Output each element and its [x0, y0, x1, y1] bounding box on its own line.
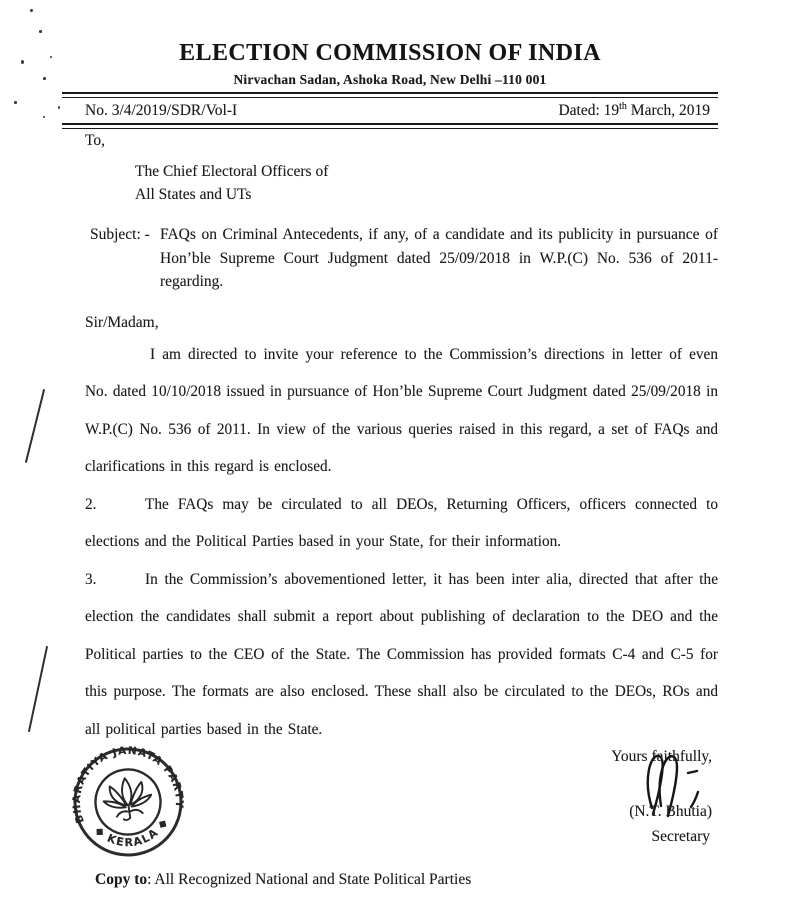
reference-number: No. 3/4/2019/SDR/Vol-I	[85, 102, 238, 119]
subject-row	[62, 223, 718, 294]
org-title: ELECTION COMMISSION OF INDIA	[179, 40, 601, 66]
header-rule-bottom	[62, 123, 718, 129]
party-stamp	[62, 736, 193, 867]
salutation: Sir/Madam,	[85, 313, 159, 331]
date-prefix: Dated: 19	[558, 102, 620, 119]
scan-speckle	[30, 9, 33, 12]
scan-speckle	[39, 30, 42, 33]
paragraph-number: 3.	[85, 570, 97, 588]
paragraph-2	[62, 486, 718, 561]
date-ordinal-suffix: th	[619, 100, 627, 112]
closing-line: Yours faithfully,	[611, 748, 712, 765]
signatory-name: (N.T. Bhutia)	[629, 803, 712, 820]
subject-label: Subject: -	[90, 226, 150, 243]
paragraph-1: I am directed to invite your reference to the Commission’s directions in letter of even No. dated 10/10/2018 issued in pursuance of Hon’ble Supreme Court Judgment dated 25/09/2018 in W.P.(C) No. 536 of 2011. In view of the various queries raised in this regard, a set of FAQs and clarifications in this regard is enclosed.	[85, 345, 718, 475]
stamp-top-text: BHARATIYA JANATA PARTY	[70, 744, 186, 825]
lotus-icon	[101, 775, 154, 823]
stamp-bottom-text: ◆ KERALA ◆	[92, 815, 171, 850]
copy-to-text: : All Recognized National and State Political Parties	[147, 871, 472, 888]
addressee-line: The Chief Electoral Officers of	[135, 163, 329, 180]
paragraph-3	[62, 561, 718, 749]
paragraph-text: In the Commission’s abovementioned letter, it has been inter alia, directed that after the election the candidates shall submit a report about publishing of declaration to the DEO and the Political parties to the CEO of the State. The Commission has provided formats C-4 and C-5 for this purpose. The formats are also enclosed. These shall also be circulated to the DEOs, ROs and all political parties based in the State.	[85, 570, 718, 738]
signatory-title: Secretary	[651, 828, 710, 845]
scan-speckle	[58, 106, 60, 109]
subject-text: FAQs on Criminal Antecedents, if any, of a candidate and its publicity in pursuance of Hon’ble Supreme Court Judgment dated 25/09/2018 in W.P.(C) No. 536 of 2011- regarding.	[160, 226, 718, 290]
date-rest: March, 2019	[626, 102, 710, 119]
copy-to-line	[95, 871, 471, 889]
addressee-line: All States and UTs	[135, 186, 252, 203]
scan-speckle	[43, 116, 45, 118]
party-stamp-svg	[62, 736, 193, 867]
margin-tick-mark	[28, 646, 48, 733]
margin-tick-mark	[25, 389, 46, 463]
reference-row	[62, 98, 718, 122]
scan-speckle	[21, 60, 24, 64]
signature-block	[611, 747, 712, 846]
scan-speckle	[14, 101, 17, 104]
paragraph-number: 2.	[85, 495, 97, 513]
scan-speckle	[50, 56, 52, 58]
org-address: Nirvachan Sadan, Ashoka Road, New Delhi –110 001	[233, 72, 547, 87]
paragraph-text: The FAQs may be circulated to all DEOs, Returning Officers, officers connected to elections and the Political Parties based in your State, for their information.	[85, 495, 718, 550]
letter-content	[62, 0, 718, 748]
copy-to-label: Copy to	[95, 871, 148, 888]
addressee-block	[62, 160, 718, 206]
scan-speckle	[43, 77, 46, 80]
letter-date	[558, 102, 710, 120]
to-label: To,	[85, 132, 106, 149]
